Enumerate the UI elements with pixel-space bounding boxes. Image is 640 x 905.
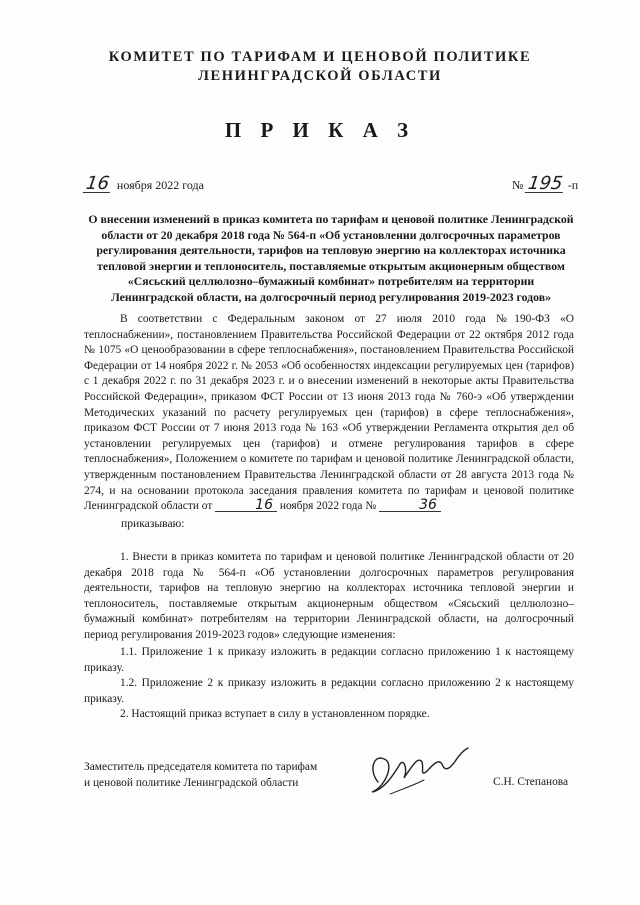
- preamble-text: В соответствии с Федеральным законом от 27 июля 2010 года №190-ФЗ «О теплоснабжении», постановлением Правительства Российской Федерации от 22 октября 2012 года № 1075 «О ценообразовании в сфере теплоснабжения», постановлением Правительства Российской Федерации от 14 ноября 2022 г. № 2053 «Об особенностях индексации регулируемых цен (тарифов) с 1 декабря 2022 г. по 31 декабря 2023 г. и о внесении изменений в некоторые акты Правительства Российской Федерации», приказом ФСТ России от 13 июня 2013 года № 760-э «Об утверждении Методических указаний по расчету регулируемых цен (тарифов) в сфере теплоснабжения», приказом ФСТ России от 7 июня 2013 года № 163 «Об утверждении Регламента открытия дел об установлении регулируемых цен (тарифов) и отмене регулирования тарифов в сфере теплоснабжения», Положением о комитете по тарифам и ценовой политике Ленинградской области, утвержденным постановлением Правительства Ленинградской области от 28 августа 2013 года № 274, и на основании протокола заседания правления комитета по тарифам и ценовой политике Ленинградской области от: [84, 313, 574, 513]
- preamble-paragraph: [84, 312, 574, 515]
- document-date: [84, 173, 204, 194]
- number-prefix: №: [512, 178, 524, 192]
- signatory-position: [84, 760, 317, 791]
- number-handwritten: 195: [527, 173, 565, 194]
- item-1-2-paragraph: 1.2. Приложение 2 к приказу изложить в редакции согласно приложению 2 к настоящему приказу.: [84, 677, 574, 705]
- organization-header: [0, 48, 640, 86]
- document-subject: О внесении изменений в приказ комитета по тарифам и ценовой политике Ленинградской области от 20 декабря 2018 года № 564-п «Об установлении долгосрочных параметров регулирования деятельности, тарифов на тепловую энергию на коллекторах источника тепловой энергии и теплоноситель, поставляемые открытым акционерным обществом «Сясьский целлюлозно–бумажный комбинат» потребителям на территории Ленинградской области, на долгосрочный период регулирования 2019-2023 годов»: [88, 212, 574, 304]
- preamble-mid: ноября 2022 года №: [279, 500, 377, 513]
- position-line-1: Заместитель председателя комитета по тарифам: [84, 761, 318, 773]
- item-1-paragraph: 1. Внести в приказ комитета по тарифам и ценовой политике Ленинградской области от 20 декабря 2018 года № 564-п «Об установлении долгосрочных параметров регулирования деятельности, тарифов на тепловую энергию на коллекторах источника тепловой энергии и теплоноситель, поставляемые открытым акционерным обществом «Сясьский целлюлозно–бумажный комбинат» потребителям на территории Ленинградской области, на долгосрочный период регулирования 2019-2023 годов» следующие изменения:: [84, 551, 574, 641]
- item-2-paragraph: 2. Настоящий приказ вступает в силу в установленном порядке.: [120, 708, 430, 720]
- handwritten-signature: [360, 730, 470, 800]
- date-rest: ноября 2022 года: [116, 178, 204, 192]
- org-line-2: ЛЕНИНГРАДСКОЙ ОБЛАСТИ: [198, 68, 442, 84]
- document-number: [512, 173, 579, 194]
- protocol-number-handwritten: 36: [379, 499, 441, 512]
- document-type-title: П Р И К А З: [224, 118, 416, 142]
- number-suffix: -п: [567, 178, 579, 192]
- org-line-1: КОМИТЕТ ПО ТАРИФАМ И ЦЕНОВОЙ ПОЛИТИКЕ: [108, 49, 532, 65]
- position-line-2: и ценовой политике Ленинградской области: [84, 776, 299, 789]
- item-1-1-paragraph: 1.1. Приложение 1 к приказу изложить в редакции согласно приложению 1 к настоящему приказу.: [84, 646, 574, 674]
- order-word: приказываю:: [121, 517, 185, 530]
- signatory-name: С.Н. Степанова: [493, 776, 569, 788]
- date-day-handwritten: 16: [84, 173, 111, 194]
- protocol-day-handwritten: 16: [215, 499, 277, 512]
